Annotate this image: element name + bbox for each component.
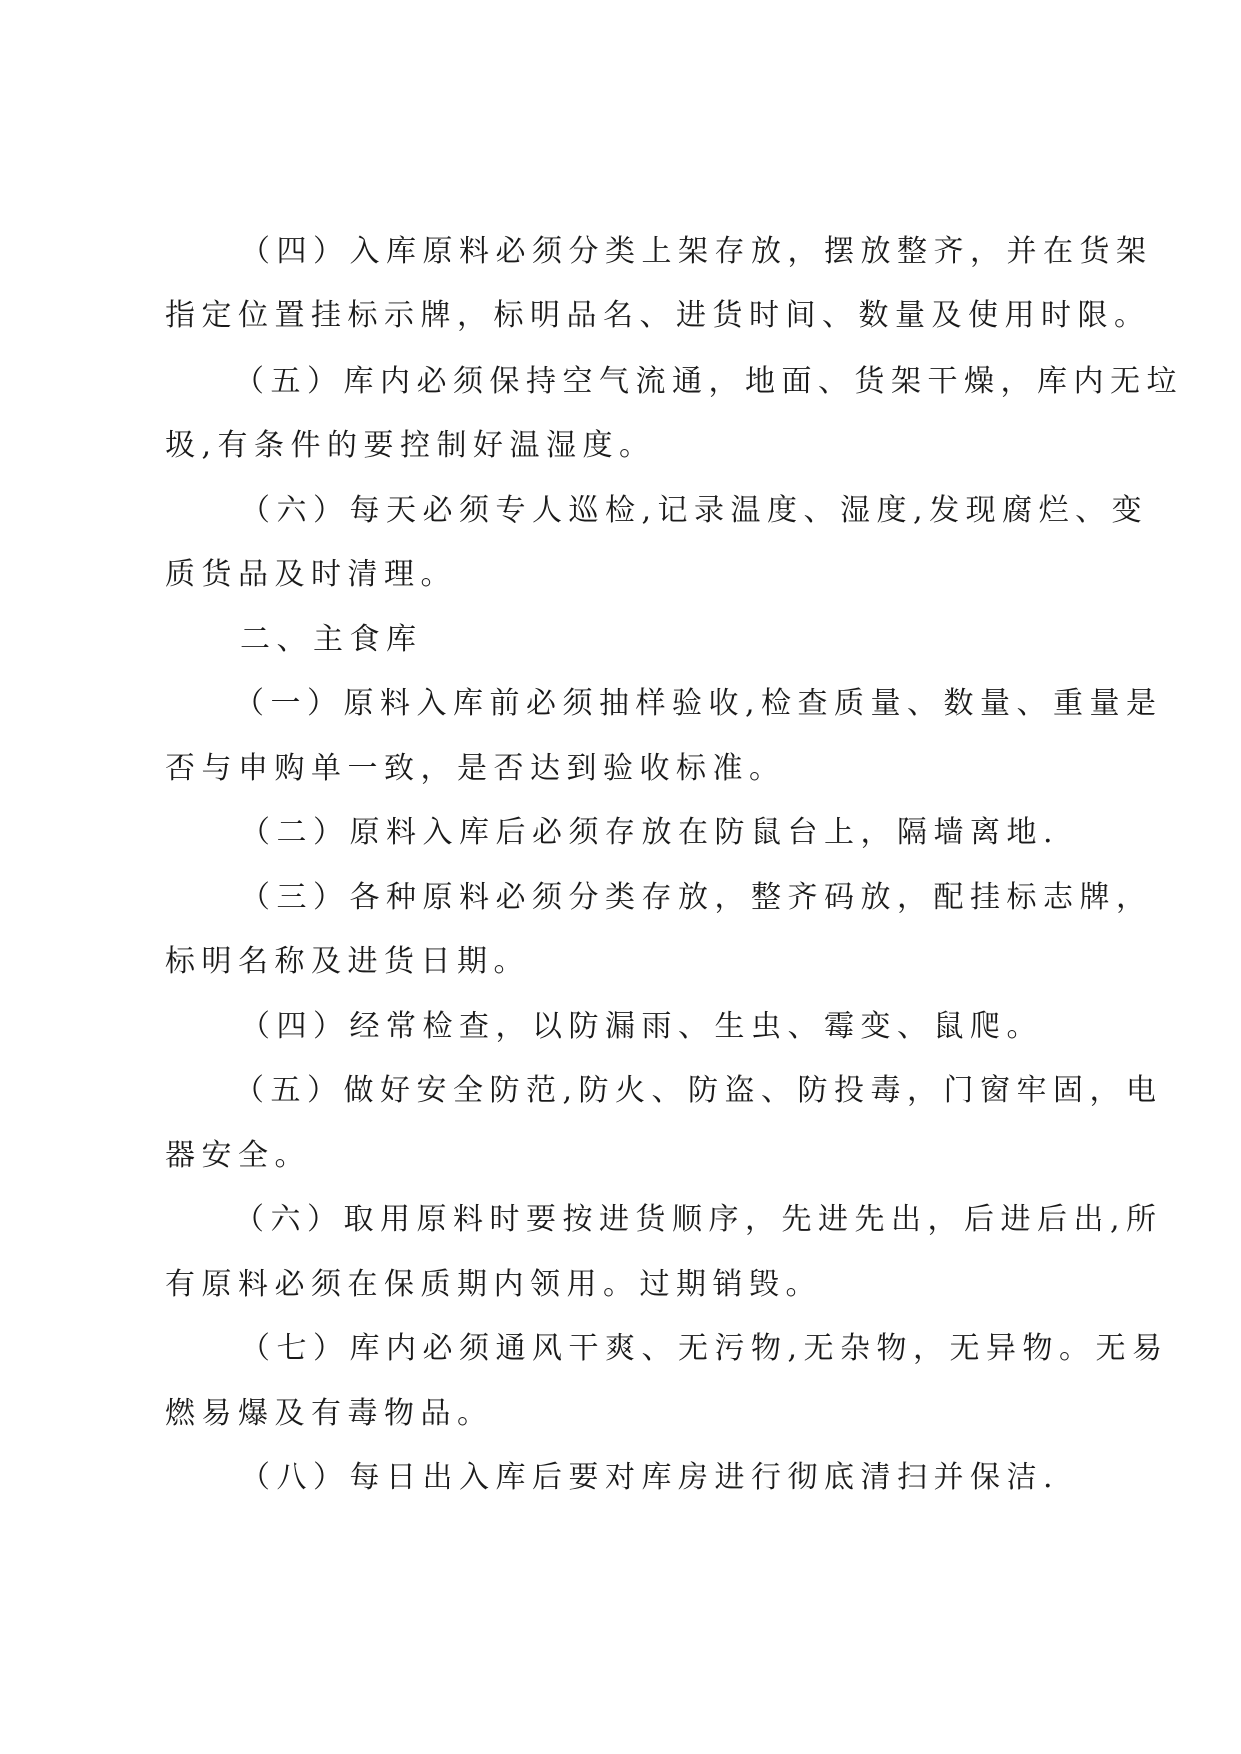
text-line: （二）原料入库后必须存放在防鼠台上，隔墙离地. <box>240 815 1060 850</box>
text-line: （六）取用原料时要按进货顺序，先进先出，后进后出,所 <box>234 1202 1163 1237</box>
text-line: （六）每天必须专人巡检,记录温度、湿度,发现腐烂、变 <box>240 493 1149 528</box>
text-line: （四）经常检查，以防漏雨、生虫、霉变、鼠爬。 <box>240 1009 1043 1044</box>
text-line: 否与申购单一致，是否达到验收标准。 <box>165 751 786 786</box>
text-line: （五）库内必须保持空气流通，地面、货架干燥，库内无垃 <box>234 364 1183 399</box>
text-line: （五）做好安全防范,防火、防盗、防投毒，门窗牢固，电 <box>234 1073 1163 1108</box>
text-line: （七）库内必须通风干爽、无污物,无杂物，无异物。无易 <box>240 1331 1169 1366</box>
text-line: 质货品及时清理。 <box>165 557 457 592</box>
section-heading: 二、主食库 <box>240 622 423 657</box>
text-line: 器安全。 <box>165 1138 311 1173</box>
text-line: 燃易爆及有毒物品。 <box>165 1396 494 1431</box>
text-line: 标明名称及进货日期。 <box>165 944 530 979</box>
text-line: （四）入库原料必须分类上架存放，摆放整齐，并在货架 <box>240 234 1153 269</box>
text-line: 指定位置挂标示牌，标明品名、进货时间、数量及使用时限。 <box>165 298 1151 333</box>
text-line: （三）各种原料必须分类存放，整齐码放，配挂标志牌， <box>240 880 1153 915</box>
text-line: 有原料必须在保质期内领用。过期销毁。 <box>165 1267 822 1302</box>
text-line: （一）原料入库前必须抽样验收,检查质量、数量、重量是 <box>234 686 1163 721</box>
text-line: 圾,有条件的要控制好温湿度。 <box>165 428 656 463</box>
text-line: （八）每日出入库后要对库房进行彻底清扫并保洁. <box>240 1460 1060 1495</box>
